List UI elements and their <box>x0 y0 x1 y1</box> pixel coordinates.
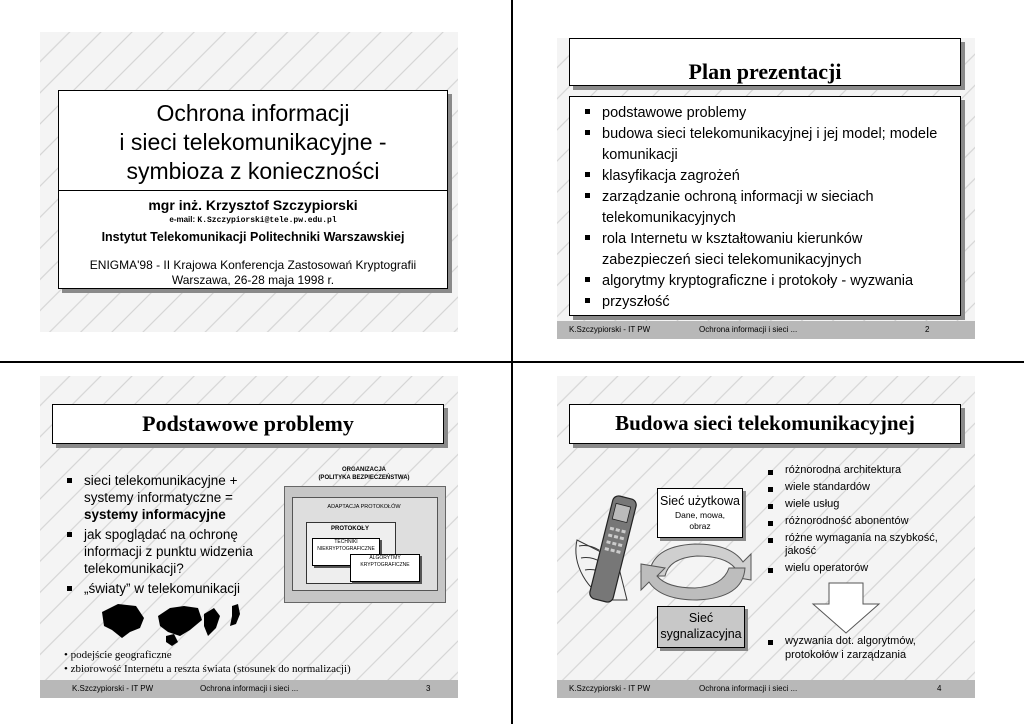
footer-author: K.Szczypiorski - IT PW <box>569 684 651 693</box>
slide-footer <box>40 680 458 698</box>
conference-name: ENIGMA'98 - II Krajowa Konferencja Zastosowań Kryptografii <box>89 258 417 272</box>
slide-1-cell <box>0 0 511 361</box>
presentation-title: Ochrona informacji i sieci telekomunikacyjne - symbioza z konieczności <box>119 100 387 184</box>
footer-page-number: 4 <box>937 684 942 693</box>
place-date: Warszawa, 26-28 maja 1998 r. <box>171 273 335 287</box>
phone-hand-icon <box>571 494 645 612</box>
footer-page-number: 3 <box>426 684 431 693</box>
agenda-item: budowa sieci telekomunikacyjnej i jej model; modele komunikacji <box>584 124 952 166</box>
note-item: • zbiorowość Internetu a reszta świata (stosunek do normalizacji) <box>64 663 351 675</box>
list-item: wiele usług <box>767 498 963 511</box>
problems-list <box>66 472 271 597</box>
protocols-label: PROTOKOŁY <box>331 526 369 532</box>
features-list <box>767 464 963 575</box>
email-link[interactable]: K.Szczypiorski@tele.pw.edu.pl <box>197 216 337 225</box>
user-network-box <box>657 488 743 538</box>
slide-title: Podstawowe problemy <box>142 411 354 436</box>
user-network-label: Sieć użytkowa <box>660 494 740 508</box>
email-line: e-mail: K.Szczypiorski@tele.pw.edu.pl <box>169 215 337 225</box>
slide-3-cell <box>0 363 511 724</box>
title-box <box>569 404 961 444</box>
institute-name: Instytut Telekomunikacji Politechniki Warszawskiej <box>101 230 405 244</box>
title-box <box>569 38 961 86</box>
list-item: wiele standardów <box>767 481 963 494</box>
agenda-item: klasyfikacja zagrożeń <box>584 166 952 187</box>
footer-title: Ochrona informacji i sieci ... <box>699 684 798 693</box>
down-arrow-icon <box>811 582 881 634</box>
agenda-list <box>584 103 952 313</box>
note-item: • podejście geograficzne <box>64 649 172 661</box>
techniques-box: TECHNIKI NIEKRYPTOGRAFICZNE <box>312 538 380 566</box>
title-separator <box>59 190 447 191</box>
agenda-item: rola Internetu w kształtowaniu kierunków zabezpieczeń sieci telekomunikacyjnych <box>584 229 952 271</box>
user-network-sublabel: Dane, mowa, obraz <box>674 510 726 531</box>
list-item: „światy” w telekomunikacji <box>66 580 271 597</box>
list-item: różnorodna architektura <box>767 464 963 477</box>
list-item: różnorodność abonentów <box>767 515 963 528</box>
signaling-network-label: Sieć sygnalizacyjna <box>660 611 742 641</box>
list-item: jak spoglądać na ochronę informacji z punktu widzenia telekomunikacji? <box>66 526 271 577</box>
list-item: różne wymagania na szybkość, jakość <box>767 532 963 558</box>
slide-3 <box>40 376 458 698</box>
author-name: mgr inż. Krzysztof Szczypiorski <box>148 197 358 213</box>
list-item: wielu operatorów <box>767 562 963 575</box>
notes <box>64 648 351 676</box>
agenda-item: przyszłość <box>584 292 952 313</box>
slide-footer <box>557 321 975 339</box>
organization-label: ORGANIZACJA (POLITYKA BEZPIECZEŃSTWA) <box>318 467 410 481</box>
algorithms-box: ALGORYTMY KRYPTOGRAFICZNE <box>350 554 420 582</box>
agenda-item: algorytmy kryptograficzne i protokoły - wyzwania <box>584 271 952 292</box>
agenda-item: podstawowe problemy <box>584 103 952 124</box>
slide-title: Budowa sieci telekomunikacyjnej <box>615 411 915 435</box>
slide-footer <box>557 680 975 698</box>
slide-2 <box>557 38 975 339</box>
challenge-list <box>767 634 963 662</box>
agenda-item: zarządzanie ochroną informacji w sieciach telekomunikacyjnych <box>584 187 952 229</box>
security-layers-diagram <box>284 466 448 601</box>
slide-1 <box>40 32 458 332</box>
content-box <box>569 96 961 316</box>
adaptation-label: ADAPTACJA PROTOKOŁÓW <box>327 504 401 510</box>
footer-title: Ochrona informacji i sieci ... <box>200 684 299 693</box>
footer-page-number: 2 <box>925 325 930 334</box>
list-item: wyzwania dot. algorytmów, protokołów i zarządzania <box>767 634 963 662</box>
circular-arrows-icon <box>639 536 755 606</box>
slide-title: Plan prezentacji <box>688 59 842 84</box>
footer-author: K.Szczypiorski - IT PW <box>72 684 154 693</box>
title-box <box>58 90 448 289</box>
slide-2-cell <box>513 0 1024 361</box>
list-item: sieci telekomunikacyjne + systemy informatyczne = systemy informacyjne <box>66 472 271 523</box>
footer-title: Ochrona informacji i sieci ... <box>699 325 798 334</box>
footer-author: K.Szczypiorski - IT PW <box>569 325 651 334</box>
world-map-icon <box>100 596 260 648</box>
title-box <box>52 404 444 444</box>
slide-4-cell <box>513 363 1024 724</box>
slide-4 <box>557 376 975 698</box>
signaling-network-box <box>657 606 745 648</box>
